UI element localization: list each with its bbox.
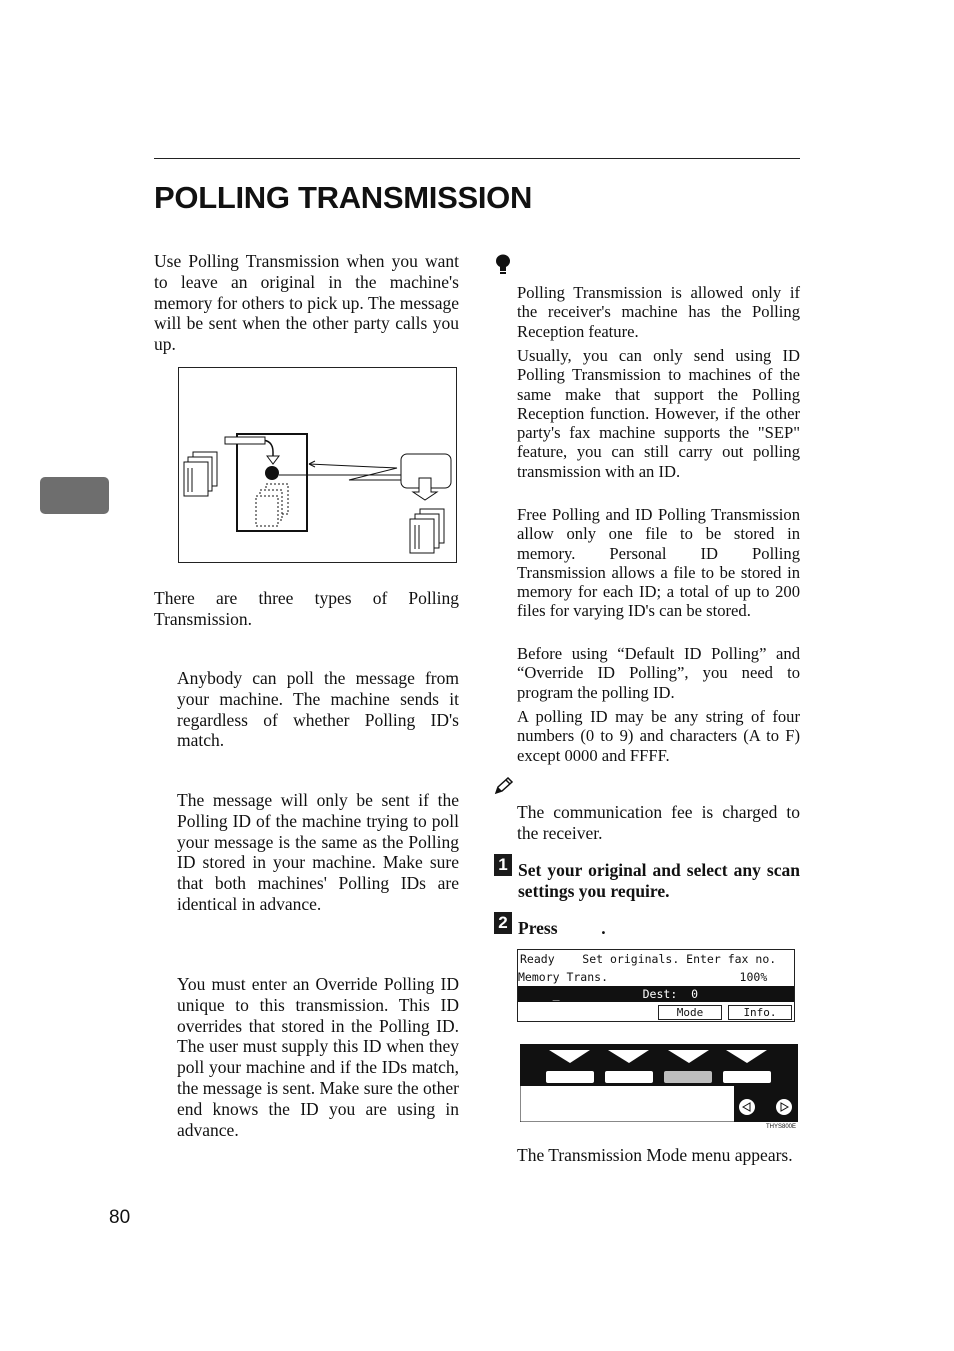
figure-code: THYS800E xyxy=(766,1124,797,1130)
document-stack-icon-right xyxy=(410,509,444,553)
polling-diagram xyxy=(178,367,457,563)
limitation-item-3: Free Polling and ID Polling Transmission allow only one file to be stored in memory. Personal ID Polling Transmission allows a file to be stored in memory for each ID; a total of up to 200 files for varying ID's can be stored. xyxy=(517,505,800,621)
intro-paragraph: Use Polling Transmission when you want to leave an original in the machine's memory for others to pick up. The message will be sent when the other party calls you up. xyxy=(154,251,459,355)
limitation-item-4: Before using “Default ID Polling” and “Override ID Polling”, you need to program the polling ID. xyxy=(517,644,800,702)
limitation-item-2: Usually, you can only send using ID Polling Transmission to machines of the same make that support the Polling Reception function. However, if the other party's fax machine supports the "SEP" feature, you can still carry out polling transmission with an ID. xyxy=(517,346,800,481)
limitation-item-5: A polling ID may be any string of four numbers (0 to 9) and characters (A to F) except 0000 and FFFF. xyxy=(517,707,800,765)
lcd-display xyxy=(517,949,795,1022)
free-polling-text: Anybody can poll the message from your machine. The machine sends it regardless of whether Polling ID's match. xyxy=(177,668,459,751)
polling-diagram-svg xyxy=(179,368,458,564)
left-arrow-button-icon xyxy=(739,1099,755,1115)
step-1-number: 1 xyxy=(494,854,512,876)
limitation-item-1: Polling Transmission is allowed only if the receiver's machine has the Polling Reception feature. xyxy=(517,283,800,341)
lcd-mode-button[interactable]: Mode xyxy=(658,1005,722,1020)
lcd-line-1: Ready Set originals. Enter fax no. xyxy=(520,952,777,966)
control-panel xyxy=(520,1044,798,1122)
page-number: 80 xyxy=(109,1207,131,1228)
page-title: POLLING TRANSMISSION xyxy=(154,180,533,215)
lightbulb-icon xyxy=(494,254,512,276)
after-step-text: The Transmission Mode menu appears. xyxy=(517,1145,793,1165)
pencil-note-icon xyxy=(494,777,514,795)
chapter-tab xyxy=(40,477,109,514)
step-2-number: 2 xyxy=(494,912,512,934)
note-text: The communication fee is charged to the receiver. xyxy=(517,802,800,843)
lcd-line-2: Memory Trans. 100% xyxy=(518,970,768,984)
lcd-line-3: _ Dest: 0 xyxy=(518,986,794,1002)
override-id-polling-text: You must enter an Override Polling ID unique to this transmission. This ID overrides that stored in the Polling ID. The user must supply this ID when they poll your machine and if the IDs match, the message is sent. Make sure the other end knows the ID you are using in advance. xyxy=(177,974,459,1140)
control-panel-svg xyxy=(520,1044,798,1122)
step-2-text: Press . xyxy=(518,918,606,938)
header-rule xyxy=(154,158,800,159)
types-intro: There are three types of Polling Transmission. xyxy=(154,588,459,629)
document-stack-icon-left xyxy=(184,452,217,496)
default-id-polling-text: The message will only be sent if the Polling ID of the machine trying to poll your message is the same as the Polling ID stored in your machine. Make sure that both machines' Polling IDs are identical in advance. xyxy=(177,790,459,914)
lcd-info-button[interactable]: Info. xyxy=(728,1005,792,1020)
right-arrow-button-icon xyxy=(776,1099,792,1115)
step-1-text: Set your original and select any scan settings you require. xyxy=(518,860,800,901)
